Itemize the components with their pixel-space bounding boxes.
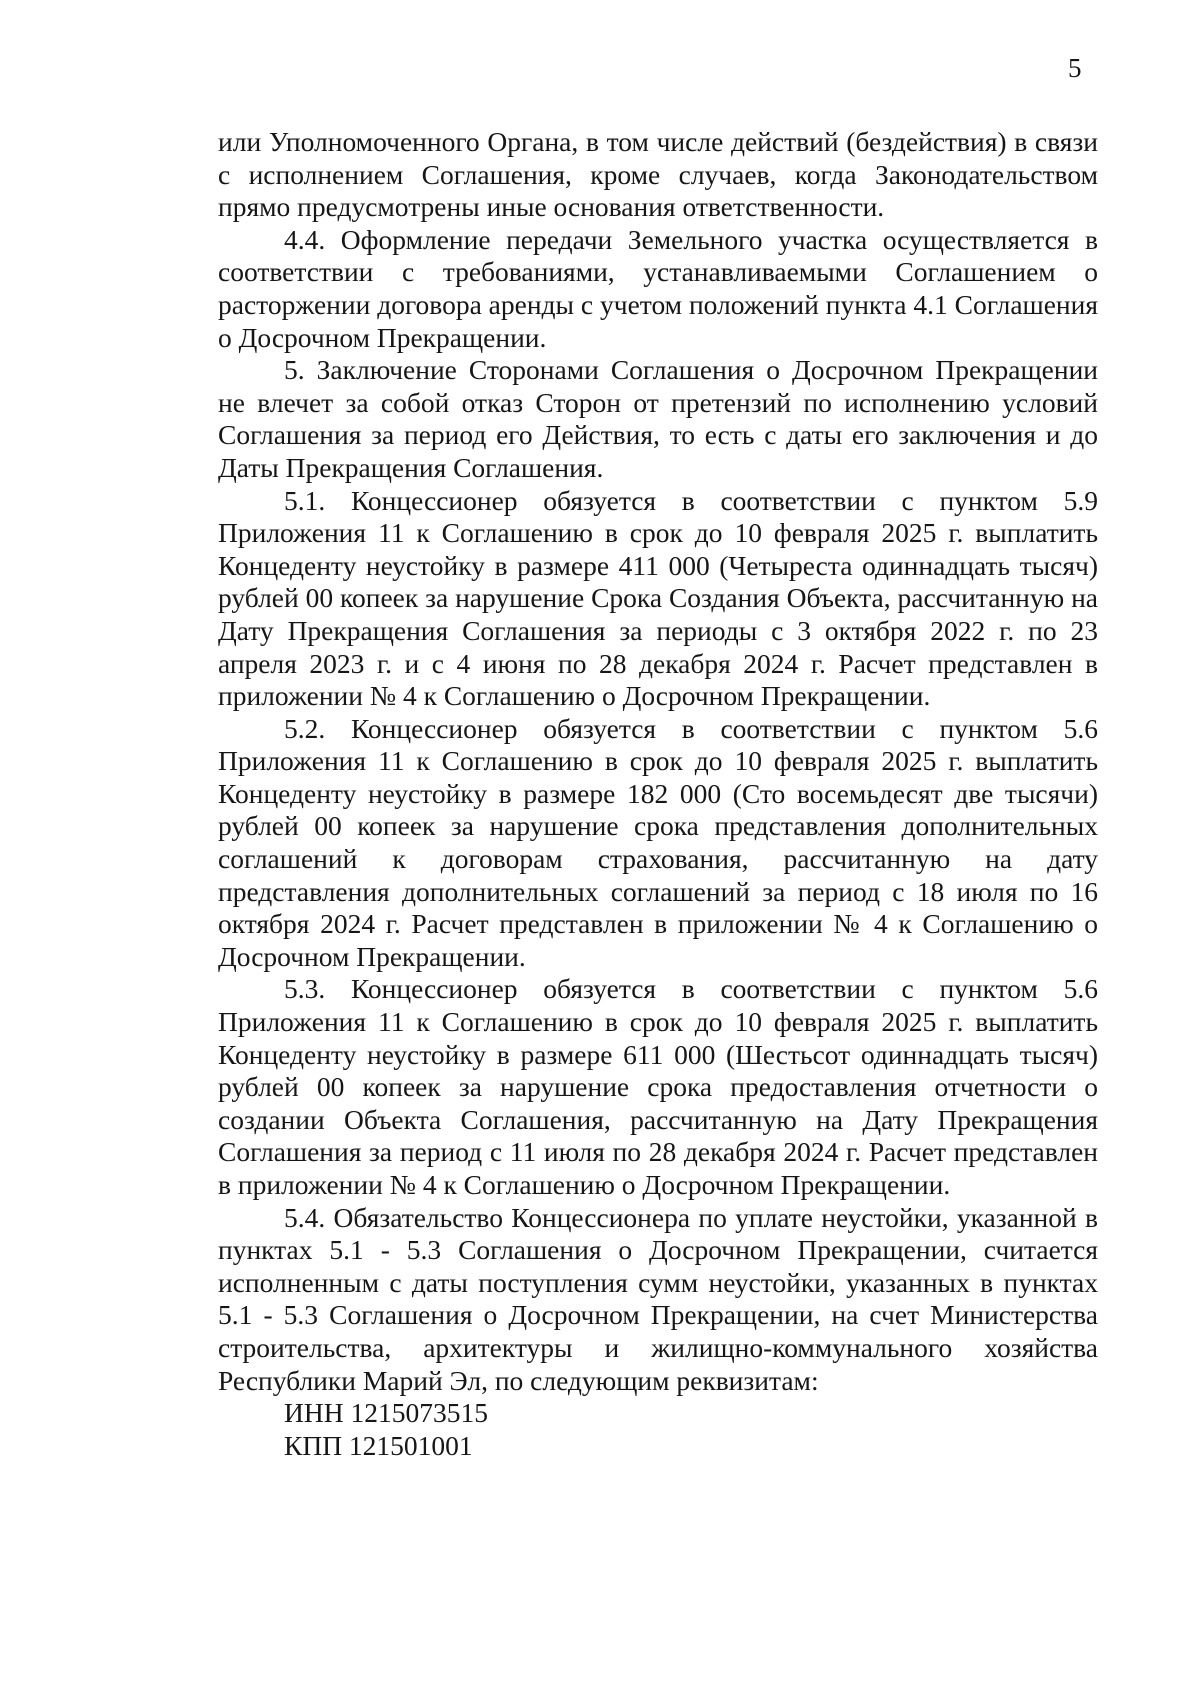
paragraph-4-4: 4.4. Оформление передачи Земельного участка осуществляется в соответствии с требованиями, устанавливаемыми Соглашением о расторжении договора аренды с учетом положений пункта 4.1 Соглашения о Досрочном Прекращении. [218, 223, 1098, 353]
requisite-inn: ИНН 1215073515 [284, 1397, 488, 1429]
paragraph-5: 5. Заключение Сторонами Соглашения о Досрочном Прекращении не влечет за собой отказ Сторон от претензий по исполнению условий Соглашения за период его Действия, то есть с даты его заключения и до Даты Прекращения Соглашения. [218, 354, 1098, 483]
requisite-kpp: КПП 121501001 [284, 1429, 473, 1461]
paragraph-5-2: 5.2. Концессионер обязуется в соответствии с пунктом 5.6 Приложения 11 к Соглашению в срок до 10 февраля 2025 г. выплатить Концеденту неустойку в размере 182 000 (Сто восемьдесят две тысячи) рублей 00 копеек за нарушение срока представления дополнительных соглашений к договорам страхования, рассчитанную на дату представления дополнительных соглашений за период с 18 июля по 16 октября 2024 г. Расчет представлен в приложении № 4 к Соглашению о Досрочном Прекращении. [218, 712, 1098, 972]
paragraph-continuation: или Уполномоченного Органа, в том числе действий (бездействия) в связи с исполнением Соглашения, кроме случаев, когда Законодательством прямо предусмотрены иные основания ответственности. [218, 126, 1098, 223]
paragraph-5-4: 5.4. Обязательство Концессионера по уплате неустойки, указанной в пунктах 5.1 - 5.3 Соглашения о Досрочном Прекращении, считается исполненным с даты поступления сумм неустойки, указанных в пунктах 5.1 - 5.3 Соглашения о Досрочном Прекращении, на счет Министерства строительства, архитектуры и жилищно-коммунального хозяйства Республики Марий Эл, по следующим реквизитам: [218, 1201, 1098, 1396]
paragraph-5-3: 5.3. Концессионер обязуется в соответствии с пунктом 5.6 Приложения 11 к Соглашению в срок до 10 февраля 2025 г. выплатить Концеденту неустойку в размере 611 000 (Шестьсот одиннадцать тысяч) рублей 00 копеек за нарушение срока предоставления отчетности о создании Объекта Соглашения, рассчитанную на Дату Прекращения Соглашения за период с 11 июля по 28 декабря 2024 г. Расчет представлен в приложении № 4 к Соглашению о Досрочном Прекращении. [218, 973, 1098, 1200]
page-number: 5 [1068, 53, 1082, 83]
paragraph-5-1: 5.1. Концессионер обязуется в соответствии с пунктом 5.9 Приложения 11 к Соглашению в срок до 10 февраля 2025 г. выплатить Концеденту неустойку в размере 411 000 (Четыреста одиннадцать тысяч) рублей 00 копеек за нарушение Срока Создания Объекта, рассчитанную на Дату Прекращения Соглашения за периоды с 3 октября 2022 г. по 23 апреля 2023 г. и с 4 июня по 28 декабря 2024 г. Расчет представлен в приложении № 4 к Соглашению о Досрочном Прекращении. [218, 484, 1098, 712]
document-body [218, 126, 1098, 1462]
